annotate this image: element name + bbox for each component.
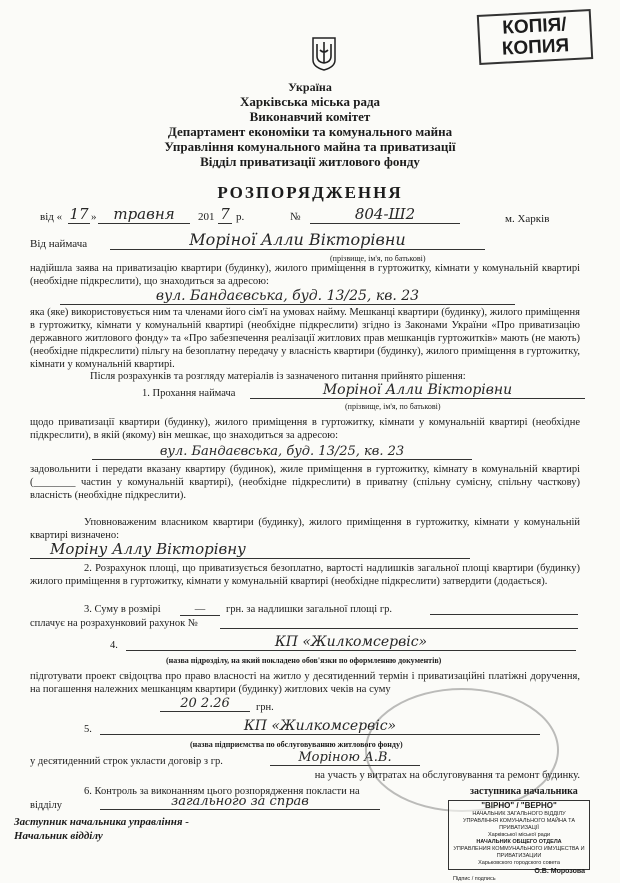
item3-sum: — [180, 604, 220, 616]
header-country: Україна [288, 80, 332, 94]
address-1: вул. Бандаєвська, буд. 13/25, кв. 23 [60, 288, 515, 305]
applicant-row [30, 230, 590, 266]
applicant-caption: (прізвище, ім'я, по батькові) [330, 254, 426, 263]
date-month: травня [98, 205, 190, 224]
date-mid: » [91, 211, 97, 223]
item3-lead: 3. Суму в розмірі [84, 604, 161, 615]
document-title: РОЗПОРЯДЖЕННЯ [217, 183, 403, 202]
cert-line-6: Харьковского городского совета [478, 860, 560, 866]
cert-line-4: НАЧАЛЬНИК ОБЩЕГО ОТДЕЛА [476, 839, 562, 845]
cert-line-5: УПРАВЛЕНИЯ КОММУНАЛЬНОГО ИМУЩЕСТВА И ПРИВАТИЗАЦИИ [453, 846, 585, 859]
cert-line-2: УПРАВЛІННЯ КОМУНАЛЬНОГО МАЙНА ТА ПРИВАТИЗАЦІЇ [462, 818, 576, 831]
item3-row [30, 604, 580, 634]
item6-text: відділу [30, 800, 62, 811]
item5-text: у десятиденний строк укласти договір з гр. [30, 756, 223, 767]
item5-text2: на участь у витратах на обслуговування та ремонт будинку. [314, 770, 580, 781]
item6-lead: 6. Контроль за виконанням цього розпорядження покласти на [84, 786, 360, 797]
item5-lead: 5. [84, 724, 92, 735]
item5-org: КП «Жилкомсервіс» [100, 718, 540, 735]
item1-text3: Уповноваженим власником квартири (будинку), жилого приміщення в гуртожитку, кімнати у комунальній квартирі визначено: [30, 517, 580, 541]
item3-fill [430, 614, 578, 615]
item1-owner: Моріну Аллу Вікторівну [30, 540, 470, 559]
cert-signature-caption: Підпис / подпись [453, 876, 496, 882]
header-council: Харківська міська рада [239, 94, 381, 109]
paragraph-2: яка (яке) використовується ним та членами його сім'ї на умовах найму. Мешканці квартири (будинку), жилого приміщення в гуртожитку, кімнати у комунальній квартирі (необхідне підкреслити) згідно із Законами України «Про приватизацію державного житлового фонду» та «Про забезпечення реалізації житлових прав мешканців гуртожитків» мають (не мають) (необхідне підкреслити) пільгу на безоплатну передачу у власність квартири (будинку), жилого приміщення в гуртожитку, кімнати у комунальній квартирі. [30, 307, 580, 370]
copy-stamp [477, 9, 593, 65]
signature-right-title: заступника начальника [470, 786, 578, 797]
round-seal [365, 688, 559, 812]
applicant-name: Моріної Алли Вікторівни [110, 230, 485, 250]
number-label: № [290, 211, 301, 223]
item3-text2: сплачує на розрахунковий рахунок № [30, 618, 198, 629]
header-department: Департамент економіки та комунального майна [167, 124, 453, 139]
item3-text: грн. за надлишки загальної площі гр. [226, 604, 392, 615]
item4-sum: 20 2.26 [160, 696, 250, 712]
date-day: 17 [69, 205, 89, 223]
copy-stamp-line2: КОПИЯ [501, 35, 570, 60]
signature-line2: Начальник відділу [14, 830, 103, 842]
applicant-label: Від наймача [30, 238, 88, 250]
certification-stamp [448, 800, 590, 882]
item1-text2: задовольнити і передати вказану квартиру (будинок), жиле приміщення в гуртожитку, кімнату в комунальній квартирі (________ частин у комунальній квартирі), (необхідне підкреслити) в приватну (спільну сумісну, спільну часткову) власність (необхідне підкреслити). [30, 464, 580, 501]
cert-signature-name: О.В. Морозова [534, 868, 585, 875]
item5-person: Моріною А.В. [270, 750, 420, 766]
header-office: Управління комунального майна та приватизації [164, 139, 456, 154]
coat-of-arms-icon [311, 36, 337, 72]
item4-org: КП «Жилкомсервіс» [126, 634, 576, 651]
date-prefix: від « [40, 211, 63, 223]
item1-caption: (прізвище, ім'я, по батькові) [345, 402, 441, 411]
item4-unit: грн. [256, 702, 274, 713]
order-number: 804-Ш2 [310, 205, 460, 224]
date-year-prefix: 201 [198, 211, 215, 223]
item1-address: вул. Бандаєвська, буд. 13/25, кв. 23 [92, 444, 472, 460]
item4-caption: (назва підрозділу, на який покладено обов'язки по оформленню документів) [166, 656, 442, 665]
item5-caption: (назва підприємства по обслуговуванню житлового фонду) [190, 740, 403, 749]
item1-lead: 1. Прохання наймача [142, 388, 236, 399]
signature-line1: Заступник начальника управління - [14, 816, 189, 828]
date-row [40, 205, 600, 227]
cert-top: "ВІРНО" / "ВЕРНО" [481, 801, 557, 810]
date-year-end: р. [236, 211, 245, 223]
item6-value: загального за справ [100, 794, 380, 810]
paragraph-3: Після розрахунків та розгляду матеріалів із зазначеного питання прийнято рішення: [90, 371, 466, 382]
paragraph-1: надійшла заява на приватизацію квартири (будинку), жилого приміщення в гуртожитку, кімнати у комунальній квартирі (необхідне підкреслити), що знаходиться за адресою: [30, 263, 580, 287]
header-division: Відділ приватизації житлового фонду [200, 154, 420, 169]
item1-text: щодо приватизації квартири (будинку), жилого приміщення в гуртожитку, кімнати у комунальній квартирі (необхідне підкреслити), в якій (якому) він мешкає, що знаходиться за адресою: [30, 417, 580, 441]
item4-text: підготувати проект свідоцтва про право власності на житло у десятиденний термін і приватизаційні платіжні доручення, на погашення належних мешканцям квартири (будинку) житлових чеків на суму [30, 671, 580, 695]
copy-stamp-line1: КОПІЯ/ [501, 14, 568, 39]
date-year-suffix: 7 [218, 205, 232, 224]
item3-account [220, 628, 578, 629]
cert-line-3: Харківської міської ради [487, 832, 551, 838]
item1-name: Моріної Алли Вікторівни [250, 382, 585, 399]
header-committee: Виконавчий комітет [249, 109, 371, 124]
item4-lead: 4. [110, 640, 118, 651]
cert-line-1: НАЧАЛЬНИК ЗАГАЛЬНОГО ВІДДІЛУ [472, 811, 566, 817]
city: м. Харків [505, 213, 550, 225]
item2: 2. Розрахунок площі, що приватизується безоплатно, вартості надлишків загальної площі квартири (будинку) жилого приміщення в гуртожитку, кімнати у комунальній квартирі (необхідне підкреслити) затвердити (додається). [30, 563, 580, 587]
